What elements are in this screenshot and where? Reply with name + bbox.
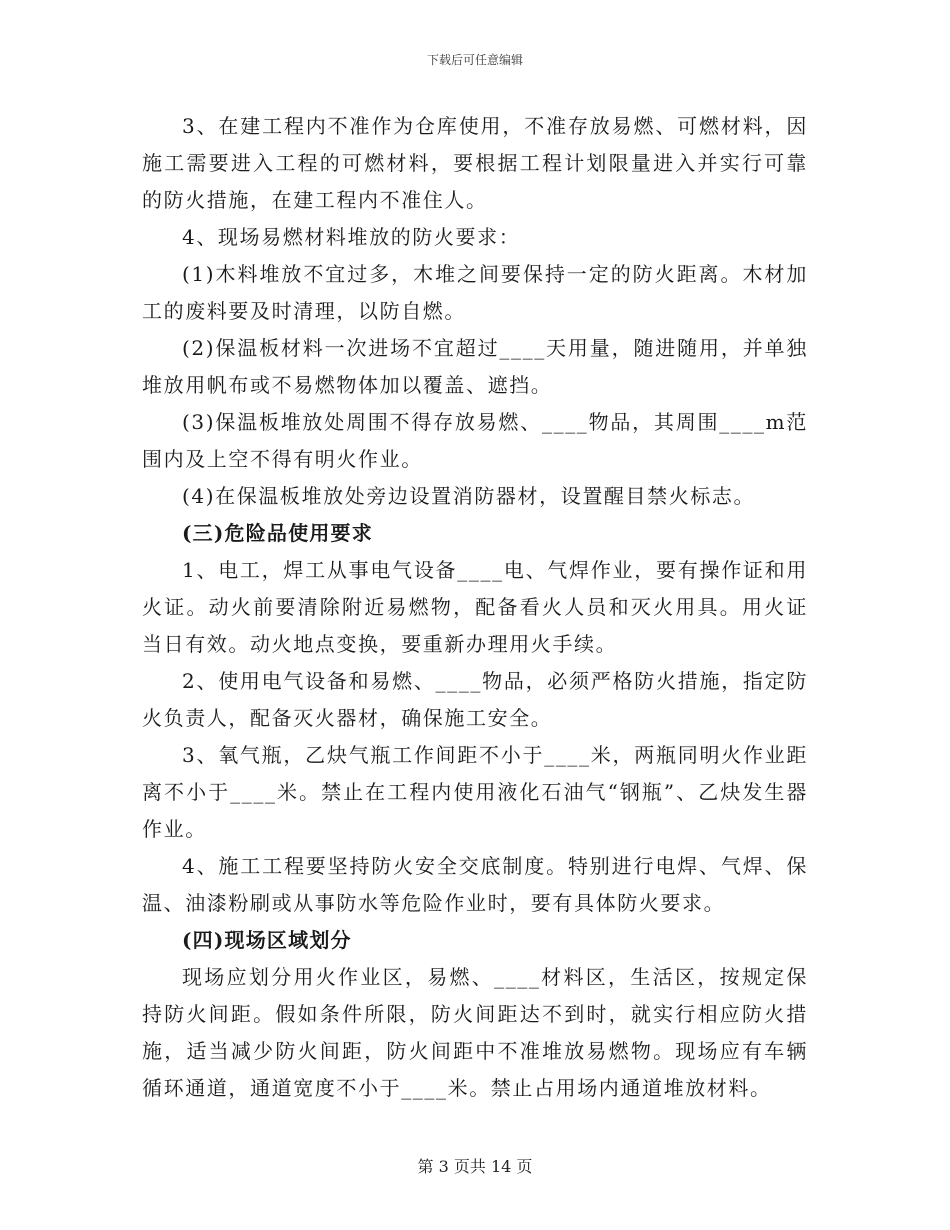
heading-site-zoning: (四)现场区域划分 xyxy=(182,928,352,952)
document-body xyxy=(142,108,808,1107)
para-item-4-stacking: 4、现场易燃材料堆放的防火要求： xyxy=(182,225,521,249)
para-hazard-2-equipment: 2、使用电气设备和易燃、____物品，必须严格防火措施，指定防火负责人，配备灭火器材，确保施工安全。 xyxy=(142,669,808,730)
para-sub-3-surroundings: (3)保温板堆放处周围不得存放易燃、____物品，其周围____m范围内及上空不得有明火作业。 xyxy=(142,410,808,471)
para-sub-1-wood: (1)木料堆放不宜过多，木堆之间要保持一定的防火距离。木材加工的废料要及时清理，以防自燃。 xyxy=(142,262,808,323)
page-footer: 第 3 页共 14 页 xyxy=(417,1157,533,1176)
para-hazard-1-electric: 1、电工，焊工从事电气设备____电、气焊作业，要有操作证和用火证。动火前要清除附近易燃物，配备看火人员和灭火用具。用火证当日有效。动火地点变换，要重新办理用火手续。 xyxy=(142,558,808,656)
heading-hazardous-materials: (三)危险品使用要求 xyxy=(182,521,373,545)
para-sub-2-insulation: (2)保温板材料一次进场不宜超过____天用量，随进随用，并单独堆放用帆布或不易燃物体加以覆盖、遮挡。 xyxy=(142,336,808,397)
para-hazard-4-briefing: 4、施工工程要坚持防火安全交底制度。特别进行电焊、气焊、保温、油漆粉刷或从事防水等危险作业时，要有具体防火要求。 xyxy=(142,854,808,915)
para-hazard-3-cylinders: 3、氧气瓶，乙炔气瓶工作间距不小于____米，两瓶同明火作业距离不小于____米。禁止在工程内使用液化石油气“钢瓶”、乙炔发生器作业。 xyxy=(142,743,808,841)
para-item-3-storage: 3、在建工程内不准作为仓库使用，不准存放易燃、可燃材料，因施工需要进入工程的可燃材料，要根据工程计划限量进入并实行可靠的防火措施，在建工程内不准住人。 xyxy=(142,114,808,212)
page-header: 下载后可任意编辑 xyxy=(426,53,523,67)
para-sub-4-equipment: (4)在保温板堆放处旁边设置消防器材，设置醒目禁火标志。 xyxy=(182,484,756,508)
para-zoning-body: 现场应划分用火作业区，易燃、____材料区，生活区，按规定保持防火间距。假如条件所限，防火间距达不到时，就实行相应防火措施，适当减少防火间距，防火间距中不准堆放易燃物。现场应有车辆循环通道，通道宽度不小于____米。禁止占用场内通道堆放材料。 xyxy=(142,965,808,1100)
